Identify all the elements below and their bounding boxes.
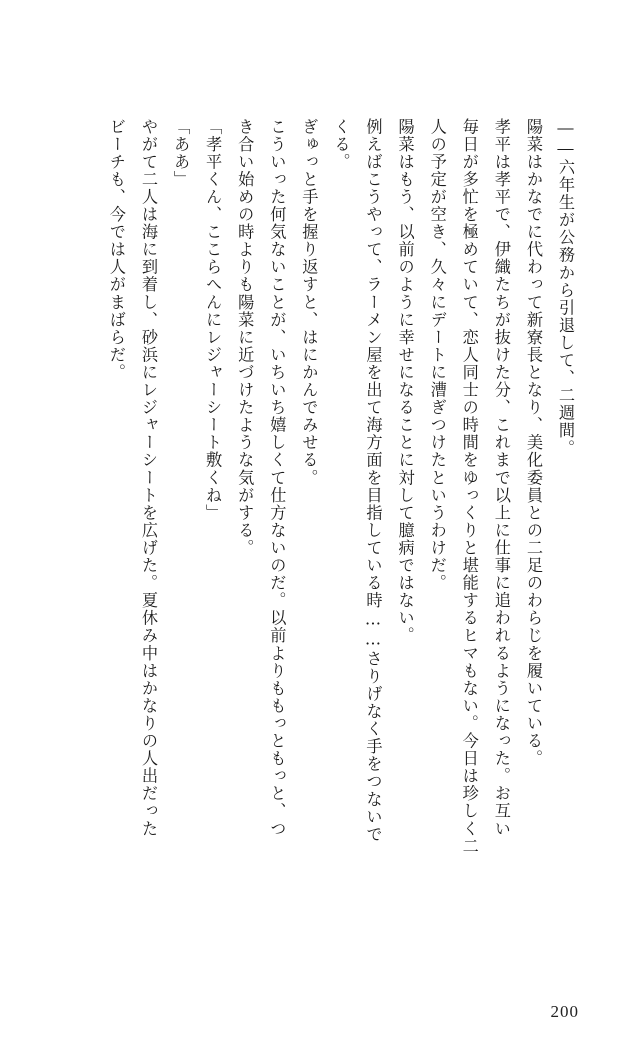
paragraph: 例えばこうやって、ラーメン屋を出て海方面を目指している時……さりげなく手をつないで [363, 118, 383, 844]
paragraph: やがて二人は海に到着し、砂浜にレジャーシートを広げた。夏休み中はかなりの人出だった [138, 118, 158, 838]
page-number: 200 [550, 1002, 579, 1021]
paragraph: ビーチも、今では人がまばらだ。 [106, 118, 126, 382]
dialogue-line: 「ああ」 [171, 118, 191, 189]
paragraph: くる。 [331, 118, 351, 171]
paragraph: 孝平は孝平で、伊織たちが抜けた分、これまで以上に仕事に追われるようになった。お互い [491, 118, 511, 838]
paragraph: こういった何気ないことが、いちいち嬉しくて仕方ないのだ。以前よりももっともっと、つ [267, 118, 287, 838]
paragraph: 陽菜はもう、以前のように幸せになることに対して臆病ではない。 [395, 118, 415, 645]
paragraph: き合い始めの時よりも陽菜に近づけたような気がする。 [235, 118, 255, 557]
paragraph: ぎゅっと手を握り返すと、はにかんでみせる。 [299, 118, 319, 487]
dialogue-line: 「孝平くん、ここらへんにレジャーシート敷くね」 [203, 118, 223, 522]
paragraph: 陽菜はかなでに代わって新寮長となり、美化委員との二足のわらじを履いている。 [523, 118, 543, 768]
paragraph: 人の予定が空き、久々にデートに漕ぎつけたというわけだ。 [427, 118, 447, 592]
page-body-text [56, 118, 581, 948]
paragraph: ――六年生が公務から引退して、二週間。 [556, 118, 575, 458]
paragraph: 毎日が多忙を極めていて、恋人同士の時間をゆっくりと堪能するヒマもない。今日は珍しく二 [459, 118, 479, 856]
